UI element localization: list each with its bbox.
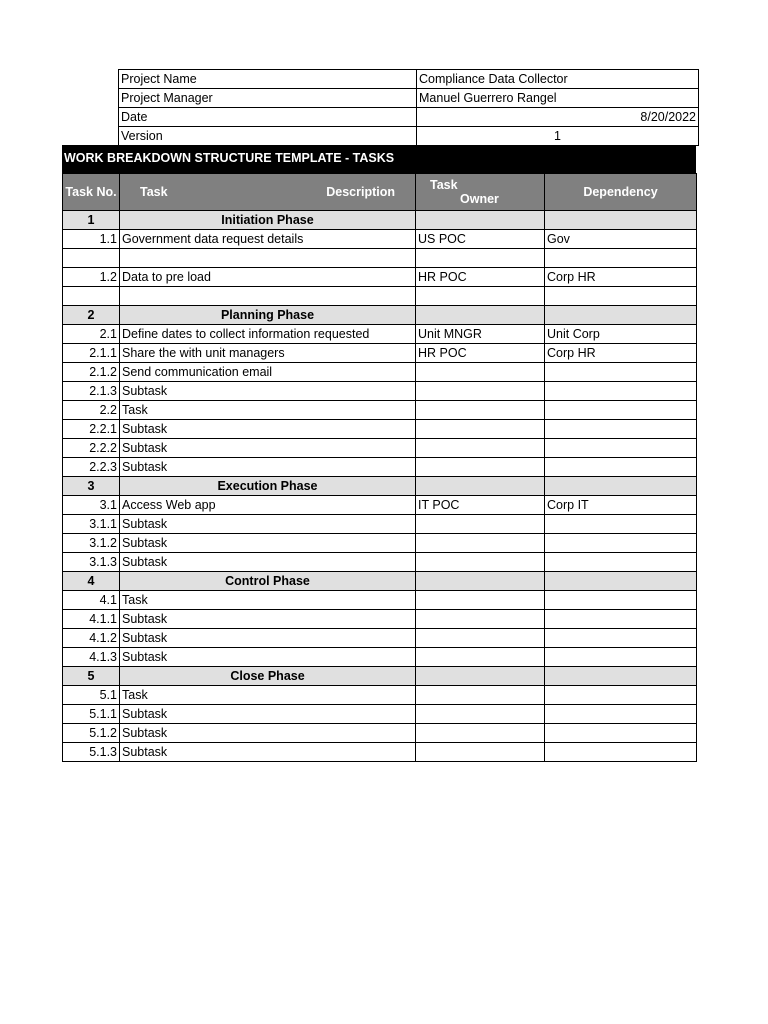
task-number-cell (63, 287, 120, 306)
dependency-cell (545, 553, 697, 572)
task-description-cell: Define dates to collect information requested (120, 325, 416, 344)
task-row (63, 534, 697, 553)
task-owner-cell (416, 420, 545, 439)
task-owner-cell (416, 667, 545, 686)
dependency-cell (545, 515, 697, 534)
dependency-cell (545, 648, 697, 667)
task-description-cell: Subtask (120, 534, 416, 553)
dependency-cell (545, 287, 697, 306)
project-info-row (119, 127, 699, 146)
task-owner-cell (416, 306, 545, 325)
task-number-cell: 4 (63, 572, 120, 591)
task-owner-cell: HR POC (416, 344, 545, 363)
task-description-cell (120, 249, 416, 268)
task-number-cell: 5.1 (63, 686, 120, 705)
task-owner-cell (416, 724, 545, 743)
task-number-cell: 4.1.2 (63, 629, 120, 648)
header-dependency: Dependency (545, 174, 697, 211)
task-row (63, 382, 697, 401)
task-number-cell: 2.1 (63, 325, 120, 344)
task-number-cell: 2.1.3 (63, 382, 120, 401)
project-info-row (119, 89, 699, 108)
task-description-cell: Subtask (120, 610, 416, 629)
task-row (63, 743, 697, 762)
phase-row (63, 477, 697, 496)
header-task: Task (140, 185, 168, 199)
task-row (63, 268, 697, 287)
task-row (63, 553, 697, 572)
dependency-cell (545, 382, 697, 401)
blank-row (63, 249, 697, 268)
task-description-cell: Subtask (120, 629, 416, 648)
task-number-cell: 2.2 (63, 401, 120, 420)
task-description-cell: Task (120, 401, 416, 420)
dependency-cell (545, 667, 697, 686)
task-description-cell: Subtask (120, 458, 416, 477)
task-owner-cell (416, 705, 545, 724)
task-owner-cell (416, 686, 545, 705)
task-row (63, 363, 697, 382)
task-description-cell: Task (120, 591, 416, 610)
task-owner-cell (416, 591, 545, 610)
dependency-cell: Corp HR (545, 268, 697, 287)
task-row (63, 401, 697, 420)
task-description-cell: Access Web app (120, 496, 416, 515)
task-number-cell: 3.1 (63, 496, 120, 515)
task-number-cell: 4.1.3 (63, 648, 120, 667)
task-number-cell: 4.1.1 (63, 610, 120, 629)
task-owner-cell (416, 553, 545, 572)
dependency-cell (545, 420, 697, 439)
phase-row (63, 211, 697, 230)
task-owner-cell (416, 211, 545, 230)
task-number-cell: 1.1 (63, 230, 120, 249)
task-row (63, 648, 697, 667)
task-number-cell: 2.1.2 (63, 363, 120, 382)
dependency-cell (545, 439, 697, 458)
task-number-cell: 3 (63, 477, 120, 496)
task-row (63, 591, 697, 610)
dependency-cell: Corp HR (545, 344, 697, 363)
task-row (63, 344, 697, 363)
task-number-cell: 1 (63, 211, 120, 230)
task-number-cell: 3.1.2 (63, 534, 120, 553)
task-row (63, 515, 697, 534)
task-owner-cell (416, 648, 545, 667)
header-row (63, 174, 697, 211)
task-number-cell: 3.1.1 (63, 515, 120, 534)
dependency-cell (545, 249, 697, 268)
task-description-cell: Task (120, 686, 416, 705)
phase-name-cell: Execution Phase (120, 477, 416, 496)
project-info-label: Version (119, 127, 417, 146)
task-row (63, 496, 697, 515)
task-description-cell (120, 287, 416, 306)
task-number-cell: 5.1.2 (63, 724, 120, 743)
task-owner-cell (416, 363, 545, 382)
blank-row (63, 287, 697, 306)
dependency-cell (545, 610, 697, 629)
project-info-row (119, 70, 699, 89)
dependency-cell (545, 534, 697, 553)
task-number-cell: 2 (63, 306, 120, 325)
dependency-cell (545, 724, 697, 743)
task-number-cell: 2.1.1 (63, 344, 120, 363)
task-owner-cell: Unit MNGR (416, 325, 545, 344)
dependency-cell: Corp IT (545, 496, 697, 515)
task-description-cell: Subtask (120, 724, 416, 743)
phase-name-cell: Control Phase (120, 572, 416, 591)
dependency-cell (545, 211, 697, 230)
phase-name-cell: Initiation Phase (120, 211, 416, 230)
dependency-cell (545, 306, 697, 325)
dependency-cell (545, 572, 697, 591)
project-info-table (118, 69, 699, 146)
project-info-label: Project Manager (119, 89, 417, 108)
task-description-cell: Government data request details (120, 230, 416, 249)
dependency-cell: Unit Corp (545, 325, 697, 344)
dependency-cell (545, 477, 697, 496)
task-row (63, 439, 697, 458)
task-row (63, 458, 697, 477)
task-row (63, 705, 697, 724)
task-owner-cell (416, 572, 545, 591)
project-info-label: Project Name (119, 70, 417, 89)
dependency-cell (545, 705, 697, 724)
task-row (63, 610, 697, 629)
task-description-cell: Subtask (120, 439, 416, 458)
header-task-description (120, 174, 416, 211)
task-row (63, 686, 697, 705)
task-description-cell: Subtask (120, 515, 416, 534)
dependency-cell (545, 629, 697, 648)
task-number-cell: 5.1.3 (63, 743, 120, 762)
dependency-cell (545, 686, 697, 705)
phase-row (63, 306, 697, 325)
project-info-row (119, 108, 699, 127)
wbs-table-body (63, 211, 697, 762)
task-number-cell: 1.2 (63, 268, 120, 287)
task-number-cell: 3.1.3 (63, 553, 120, 572)
header-task-owner (416, 174, 545, 211)
phase-row (63, 667, 697, 686)
project-info-value: 1 (417, 127, 699, 146)
task-owner-cell (416, 743, 545, 762)
task-number-cell: 5.1.1 (63, 705, 120, 724)
phase-row (63, 572, 697, 591)
dependency-cell (545, 401, 697, 420)
header-owner-line2: Owner (460, 192, 499, 206)
task-owner-cell (416, 610, 545, 629)
task-number-cell: 2.2.2 (63, 439, 120, 458)
task-owner-cell (416, 439, 545, 458)
task-row (63, 724, 697, 743)
task-owner-cell (416, 401, 545, 420)
task-owner-cell (416, 287, 545, 306)
project-info-body (119, 70, 699, 146)
project-info-value: 8/20/2022 (417, 108, 699, 127)
task-description-cell: Subtask (120, 420, 416, 439)
wbs-table-header (63, 174, 697, 211)
dependency-cell (545, 743, 697, 762)
task-number-cell: 4.1 (63, 591, 120, 610)
task-owner-cell (416, 629, 545, 648)
header-owner-line1: Task (430, 178, 458, 192)
task-row (63, 230, 697, 249)
task-description-cell: Subtask (120, 648, 416, 667)
project-info-value: Compliance Data Collector (417, 70, 699, 89)
wbs-banner: WORK BREAKDOWN STRUCTURE TEMPLATE - TASKS (62, 145, 696, 173)
task-owner-cell (416, 477, 545, 496)
task-row (63, 629, 697, 648)
task-number-cell (63, 249, 120, 268)
task-row (63, 420, 697, 439)
task-number-cell: 2.2.1 (63, 420, 120, 439)
task-description-cell: Subtask (120, 553, 416, 572)
project-info-value: Manuel Guerrero Rangel (417, 89, 699, 108)
wbs-task-table (62, 173, 697, 762)
task-owner-cell (416, 249, 545, 268)
dependency-cell (545, 458, 697, 477)
dependency-cell (545, 363, 697, 382)
task-description-cell: Share the with unit managers (120, 344, 416, 363)
task-owner-cell: HR POC (416, 268, 545, 287)
task-owner-cell: IT POC (416, 496, 545, 515)
dependency-cell (545, 591, 697, 610)
task-description-cell: Subtask (120, 705, 416, 724)
task-owner-cell (416, 382, 545, 401)
task-row (63, 325, 697, 344)
task-owner-cell (416, 515, 545, 534)
project-info-label: Date (119, 108, 417, 127)
task-owner-cell (416, 458, 545, 477)
header-task-no: Task No. (63, 174, 120, 211)
task-description-cell: Subtask (120, 382, 416, 401)
task-owner-cell (416, 534, 545, 553)
phase-name-cell: Planning Phase (120, 306, 416, 325)
task-description-cell: Data to pre load (120, 268, 416, 287)
phase-name-cell: Close Phase (120, 667, 416, 686)
task-description-cell: Subtask (120, 743, 416, 762)
header-description: Description (326, 185, 395, 199)
dependency-cell: Gov (545, 230, 697, 249)
task-owner-cell: US POC (416, 230, 545, 249)
task-description-cell: Send communication email (120, 363, 416, 382)
task-number-cell: 2.2.3 (63, 458, 120, 477)
task-number-cell: 5 (63, 667, 120, 686)
